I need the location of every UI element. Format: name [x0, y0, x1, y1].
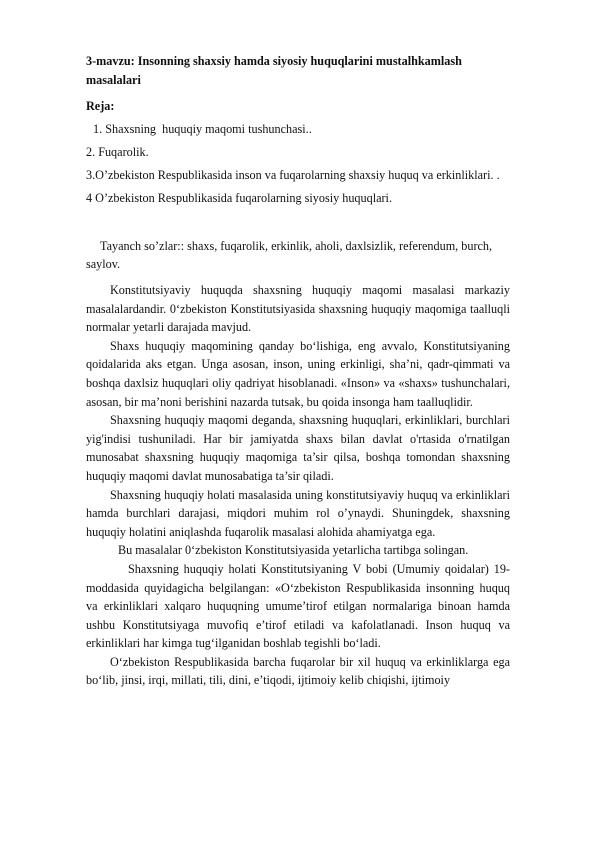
body-paragraph: Shaxs huquqiy maqomining qanday bo‘lishiga, eng avvalo, Konstitutsiyaning qoidalarida aks etgan. Unga asosan, inson, uning erkinligi, sha’ni, qadr-qimmati va boshqa daxlsiz huquqlari oliy qadriyat hisoblanadi. «Inson» va «shaxs» tushunchalari, asosan, bir ma’noni berishini nazarda tutsak, bu qoida insonga ham taalluqlidir.: [86, 338, 510, 409]
plan-item: 3.O’zbekiston Respublikasida inson va fuqarolarning shaxsiy huquq va erkinliklari. .: [86, 168, 500, 182]
plan-item: 1. Shaxsning huquqiy maqomi tushunchasi..: [90, 122, 312, 136]
plan-item: 4 O’zbekiston Respublikasida fuqarolarning siyosiy huquqlari.: [86, 191, 392, 205]
body-paragraph: Shaxsning huquqiy holati Konstitutsiyaning V bobi (Umumiy qoidalar) 19-moddasida quyidagicha belgilangan: «O‘zbekiston Respublikasida insonning huquq va erkinliklari xalqaro huquqning umume’tirof etilgan normalariga binoan hamda ushbu Konstitutsiyaga muvofiq e’tirof etiladi va kafolatlanadi. Inson huquq va erkinliklari har kimga tug‘ilganidan boshlab tegishli bo‘ladi.: [86, 561, 510, 651]
plan-heading: Reja:: [86, 99, 115, 113]
plan-item: 2. Fuqarolik.: [86, 145, 149, 159]
body-paragraph: Shaxsning huquqiy holati masalasida uning konstitutsiyaviy huquq va erkinliklari hamda burchlari darajasi, miqdori muhim rol o’ynaydi. Shuningdek, shaxsning huquqiy holatini aniqlashda fuqarolik masalasi alohida ahamiyatga ega.: [86, 487, 510, 539]
body-paragraph: Konstitutsiyaviy huquqda shaxsning huquqiy maqomi masalasi markaziy masalalardandir. 0‘zbekiston Konstitutsiyasida shaxsning huquqiy maqomiga taalluqli normalar yetarli darajada mavjud.: [86, 283, 510, 335]
keywords-paragraph: Tayanch so’zlar:: shaxs, fuqarolik, erkinlik, aholi, daxlsizlik, referendum, burch, saylov.: [86, 239, 493, 271]
body-paragraph: Shaxsning huquqiy maqomi deganda, shaxsning huquqlari, erkinliklari, burchlari yig'indisi tushuniladi. Har bir jamiyatda shaxs bilan davlat o'rtasida o'rnatilgan munosabat shaxsning huquqiy maqomiga ta’sir qilsa, boshqa tomondan shaxsning huquqiy maqomi davlat munosabatiga ta’sir qiladi.: [86, 413, 510, 483]
body-paragraph: Bu masalalar 0‘zbekiston Konstitutsiyasida yetarlicha tartibga solingan.: [118, 543, 469, 558]
document-page: [86, 52, 510, 690]
document-title: 3-mavzu: Insonning shaxsiy hamda siyosiy huquqlarini mustalhkamlash masalalari: [86, 54, 462, 87]
body-paragraph: O‘zbekiston Respublikasida barcha fuqarolar bir xil huquq va erkinliklarga ega bo‘lib, jinsi, irqi, millati, tili, dini, e’tiqodi, ijtimoiy kelib chiqishi, ijtimoiy: [86, 654, 510, 688]
